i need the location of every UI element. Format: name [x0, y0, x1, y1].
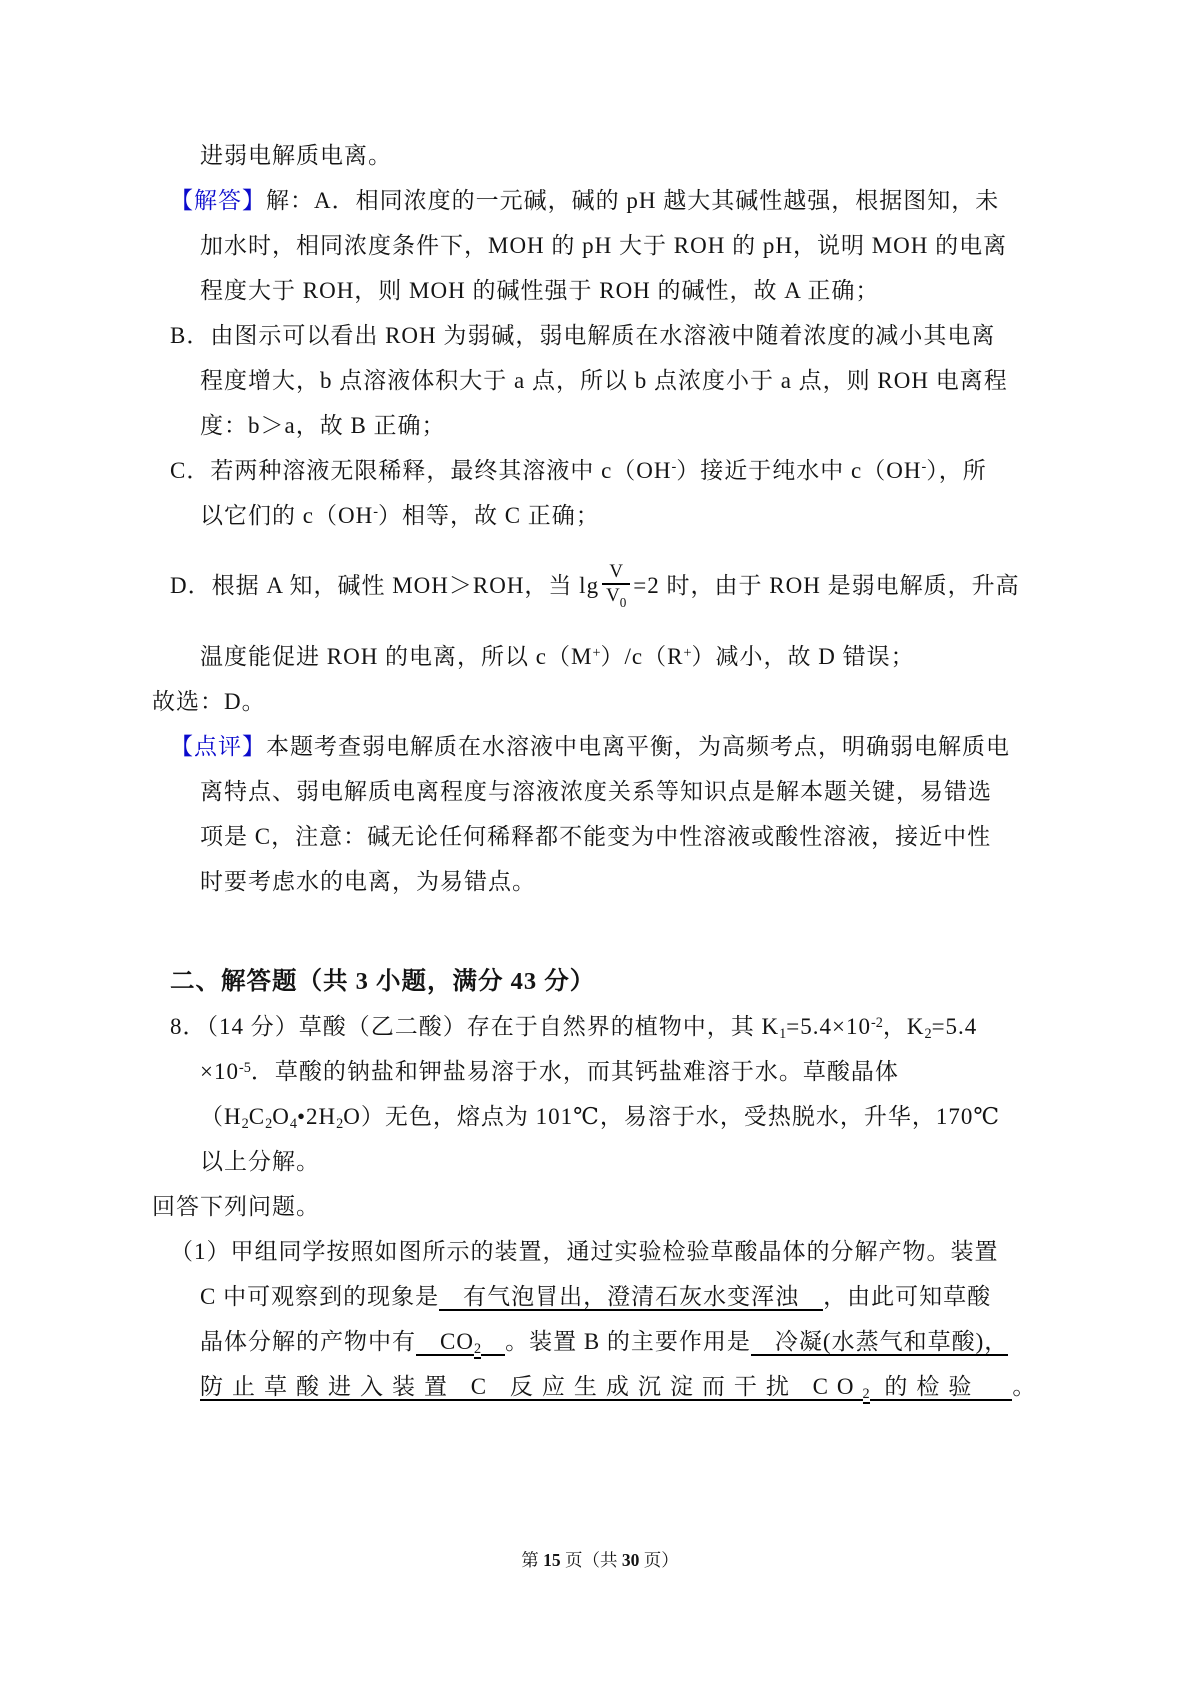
- text-line: [200, 403, 1200, 448]
- text-segment: 温度能促进 ROH 的电离，所以 c（M: [200, 644, 593, 669]
- text-segment: 程度增大，b 点溶液体积大于 a 点，所以 b 点浓度小于 a 点，则 ROH 电离程: [200, 368, 1008, 393]
- text-segment: 2: [924, 1025, 932, 1042]
- text-segment: 加水时，相同浓度条件下，MOH 的 pH 大于 ROH 的 pH，说明 MOH 的电离: [200, 233, 1008, 258]
- text-segment: 度：b＞a，故 B 正确；: [200, 413, 446, 438]
- fraction-denominator: $V_0$: [606, 584, 627, 611]
- page-footer: [0, 1538, 1200, 1583]
- text-line: [170, 1004, 1200, 1049]
- text-line: [152, 679, 1200, 724]
- text-segment: 本题考查弱电解质在水溶液中电离平衡，为高频考点，明确弱电解质电: [266, 734, 1010, 759]
- text-line: [200, 1094, 1200, 1139]
- text-segment: 页（共: [560, 1550, 622, 1570]
- text-line: [200, 1364, 1200, 1409]
- text-segment: 15: [543, 1550, 561, 1570]
- document-body: [0, 133, 1200, 1409]
- text-segment: -: [373, 503, 378, 520]
- text-segment: ）接近于纯水中 c（OH: [676, 458, 922, 483]
- text-segment: 【点评】: [170, 734, 266, 759]
- answer-blank: CO: [416, 1329, 474, 1354]
- text-segment: （1）甲组同学按照如图所示的装置，通过实验检验草酸晶体的分解产物。装置: [170, 1239, 999, 1264]
- text-segment: ×10: [200, 1059, 239, 1084]
- text-segment: C 中可观察到的现象是: [200, 1284, 440, 1309]
- text-line: [170, 538, 1200, 634]
- text-segment: 离特点、弱电解质电离程度与溶液浓度关系等知识点是解本题关键，易错选: [200, 779, 992, 804]
- text-segment: =5.4: [931, 1014, 978, 1039]
- text-segment: -2: [870, 1014, 883, 1031]
- answer-blank: 防止草酸进入装置 C 反应生成沉淀而干扰 CO: [200, 1374, 863, 1399]
- fraction-numerator: V: [602, 561, 630, 585]
- text-line: [170, 313, 1200, 358]
- text-segment: 2: [265, 1115, 273, 1132]
- answer-blank: 有气泡冒出，澄清石灰水变浑浊: [439, 1284, 824, 1309]
- text-line: [200, 634, 1200, 679]
- text-segment: 2: [336, 1115, 344, 1132]
- text-segment: 4: [289, 1115, 297, 1132]
- text-segment: 2: [473, 1340, 482, 1357]
- text-segment: ）/c（R: [600, 644, 684, 669]
- text-segment: 【解答】: [170, 188, 266, 213]
- text-line: [200, 1319, 1200, 1364]
- text-line: [200, 814, 1200, 859]
- text-segment: 以它们的 c（OH: [200, 503, 374, 528]
- text-line: [200, 1049, 1200, 1094]
- text-segment: 回答下列问题。: [152, 1194, 320, 1219]
- text-line: [170, 448, 1200, 493]
- text-segment: 解：A．相同浓度的一元碱，碱的 pH 越大其碱性越强，根据图知，未: [266, 188, 1000, 213]
- text-segment: -5: [238, 1059, 251, 1076]
- text-segment: 二、解答题（共 3 小题，满分 43 分）: [170, 968, 596, 995]
- text-segment: C: [248, 1104, 266, 1129]
- text-segment: ，K: [882, 1014, 925, 1039]
- text-segment: ），所: [926, 458, 987, 483]
- text-segment: 项是 C，注意：碱无论任何稀释都不能变为中性溶液或酸性溶液，接近中性: [200, 824, 992, 849]
- text-line: [170, 178, 1200, 223]
- text-segment: +: [683, 644, 692, 661]
- text-line: [200, 358, 1200, 403]
- answer-blank: 冷凝(水蒸气和草酸)，: [750, 1329, 1009, 1354]
- text-segment: 时要考虑水的电离，为易错点。: [200, 869, 536, 894]
- text-segment: +: [592, 644, 601, 661]
- text-segment: -: [921, 458, 927, 475]
- text-segment: 2: [241, 1115, 249, 1132]
- text-segment: 。: [1012, 1374, 1045, 1399]
- text-segment: 第: [521, 1550, 544, 1570]
- text-segment: 30: [621, 1550, 640, 1570]
- text-segment: 进弱电解质电离。: [200, 143, 392, 168]
- text-line: [200, 1274, 1200, 1319]
- text-segment: ，由此可知草酸: [823, 1284, 992, 1309]
- text-segment: ）相等，故 C 正确；: [377, 503, 600, 528]
- text-line: [200, 268, 1200, 313]
- text-segment: -: [671, 458, 677, 475]
- text-segment: 程度大于 ROH，则 MOH 的碱性强于 ROH 的碱性，故 A 正确；: [200, 278, 880, 303]
- text-segment: 故选：D。: [152, 689, 266, 714]
- text-segment: 晶体分解的产物中有: [200, 1329, 416, 1354]
- fraction-v-over-v0: [602, 561, 630, 609]
- text-segment: 1: [779, 1025, 787, 1042]
- text-line: [152, 1184, 1200, 1229]
- text-line: [200, 1139, 1200, 1184]
- text-segment: [481, 1329, 505, 1356]
- text-line: [200, 223, 1200, 268]
- text-segment: ．草酸的钠盐和钾盐易溶于水，而其钙盐难溶于水。草酸晶体: [250, 1059, 899, 1084]
- text-segment: ）减小，故 D 错误；: [691, 644, 915, 669]
- text-segment: 2: [862, 1385, 870, 1402]
- text-segment: C．若两种溶液无限稀释，最终其溶液中 c（OH: [170, 458, 672, 483]
- text-segment: 8．（14 分）草酸（乙二酸）存在于自然界的植物中，其 K: [170, 1014, 780, 1039]
- text-segment: 页）: [639, 1550, 679, 1570]
- section-heading: [170, 959, 1200, 1004]
- text-line: [200, 769, 1200, 814]
- text-line: [170, 724, 1200, 769]
- text-segment: 。装置 B 的主要作用是: [505, 1329, 751, 1354]
- text-segment: O: [272, 1104, 290, 1129]
- text-segment: 的检验: [869, 1374, 1013, 1399]
- text-segment: O）无色，熔点为 101℃，易溶于水，受热脱水，升华，170℃: [343, 1104, 1001, 1129]
- text-line: [200, 493, 1200, 538]
- text-line: [200, 133, 1200, 178]
- text-segment: B．由图示可以看出 ROH 为弱碱，弱电解质在水溶液中随着浓度的减小其电离: [170, 323, 996, 348]
- text-line: [200, 859, 1200, 904]
- text-segment: =2 时，由于 ROH 是弱电解质，升高: [633, 573, 1020, 598]
- text-segment: D．根据 A 知，碱性 MOH＞ROH，当 lg: [170, 573, 600, 598]
- text-line: [170, 1229, 1200, 1274]
- text-segment: 以上分解。: [200, 1149, 320, 1174]
- text-segment: •2H: [296, 1104, 337, 1129]
- text-segment: （H: [200, 1104, 242, 1129]
- text-segment: =5.4×10: [786, 1014, 871, 1039]
